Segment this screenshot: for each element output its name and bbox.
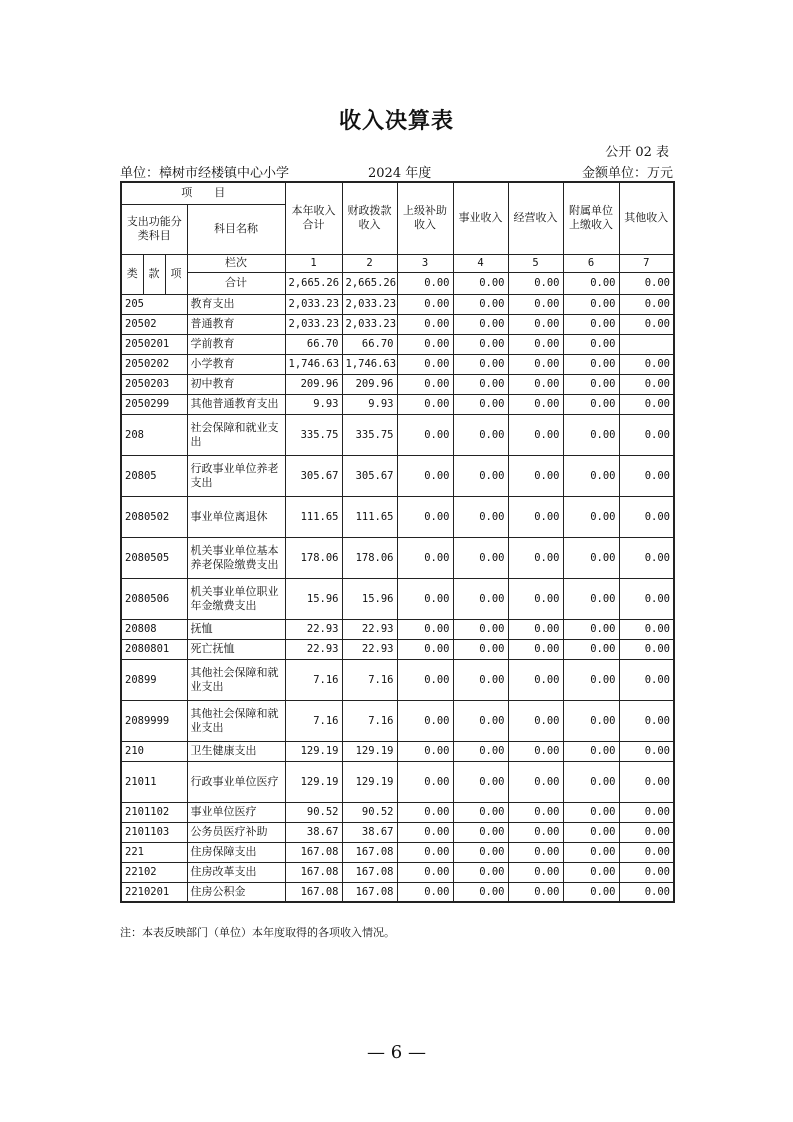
amount-cell: 0.00 — [453, 882, 508, 902]
table-row — [121, 741, 674, 761]
table-row — [121, 639, 674, 659]
amount-cell: 305.67 — [342, 455, 397, 496]
amount-cell: 0.00 — [453, 537, 508, 578]
amount-cell: 0.00 — [508, 496, 563, 537]
amount-cell: 0.00 — [508, 639, 563, 659]
table-row — [121, 314, 674, 334]
col-num-1: 1 — [285, 254, 342, 272]
money-unit: 金额单位：万元 — [581, 166, 673, 181]
header-item: 项 目 — [121, 182, 285, 204]
subject-code: 205 — [121, 294, 187, 314]
amount-cell: 0.00 — [619, 314, 674, 334]
subject-name: 住房改革支出 — [187, 862, 285, 882]
amount-cell: 0.00 — [453, 862, 508, 882]
amount-cell: 0.00 — [508, 862, 563, 882]
header-lei: 类 — [121, 254, 143, 294]
amount-cell: 0.00 — [563, 882, 619, 902]
subject-code: 208 — [121, 414, 187, 455]
amount-cell: 0.00 — [397, 394, 453, 414]
amount-cell: 0.00 — [397, 294, 453, 314]
amount-cell: 0.00 — [508, 822, 563, 842]
subject-code: 2050201 — [121, 334, 187, 354]
subject-name: 教育支出 — [187, 294, 285, 314]
amount-cell: 0.00 — [619, 842, 674, 862]
report-year: 2024 年度 — [368, 166, 432, 181]
subject-code: 21011 — [121, 761, 187, 802]
amount-cell: 0.00 — [453, 294, 508, 314]
table-row — [121, 394, 674, 414]
subject-name: 其他社会保障和就业支出 — [187, 659, 285, 700]
total-cell: 0.00 — [397, 272, 453, 294]
header-xiang: 项 — [165, 254, 187, 294]
amount-cell: 0.00 — [508, 842, 563, 862]
amount-cell: 0.00 — [397, 314, 453, 334]
subject-name: 事业单位医疗 — [187, 802, 285, 822]
income-table — [120, 181, 675, 903]
amount-cell: 129.19 — [285, 741, 342, 761]
header-kuan: 款 — [143, 254, 165, 294]
amount-cell: 0.00 — [563, 294, 619, 314]
amount-cell: 2,033.23 — [285, 314, 342, 334]
amount-cell: 0.00 — [508, 354, 563, 374]
subject-name: 公务员医疗补助 — [187, 822, 285, 842]
total-cell: 0.00 — [619, 272, 674, 294]
amount-cell: 0.00 — [563, 700, 619, 741]
amount-cell: 0.00 — [619, 455, 674, 496]
amount-cell: 0.00 — [397, 619, 453, 639]
subject-code: 20899 — [121, 659, 187, 700]
header-col-5: 经营收入 — [508, 182, 563, 254]
amount-cell: 0.00 — [453, 334, 508, 354]
amount-cell: 0.00 — [619, 578, 674, 619]
amount-cell: 167.08 — [285, 842, 342, 862]
table-row — [121, 354, 674, 374]
header-func-class: 支出功能分类科目 — [121, 204, 187, 254]
amount-cell: 0.00 — [453, 700, 508, 741]
col-num-7: 7 — [619, 254, 674, 272]
header-col-1: 本年收入合计 — [285, 182, 342, 254]
amount-cell: 0.00 — [453, 374, 508, 394]
subject-name: 死亡抚恤 — [187, 639, 285, 659]
table-row — [121, 761, 674, 802]
amount-cell: 15.96 — [342, 578, 397, 619]
subject-name: 普通教育 — [187, 314, 285, 334]
subject-code: 210 — [121, 741, 187, 761]
amount-cell: 0.00 — [453, 314, 508, 334]
amount-cell: 167.08 — [285, 882, 342, 902]
amount-cell: 0.00 — [453, 455, 508, 496]
subject-name: 行政事业单位养老支出 — [187, 455, 285, 496]
amount-cell: 0.00 — [619, 862, 674, 882]
amount-cell: 0.00 — [397, 862, 453, 882]
amount-cell: 0.00 — [619, 659, 674, 700]
amount-cell: 0.00 — [508, 659, 563, 700]
subject-code: 2101102 — [121, 802, 187, 822]
subject-code: 2080801 — [121, 639, 187, 659]
amount-cell: 0.00 — [508, 619, 563, 639]
header-col-3: 上级补助收入 — [397, 182, 453, 254]
subject-name: 卫生健康支出 — [187, 741, 285, 761]
table-row — [121, 700, 674, 741]
subject-code: 2050299 — [121, 394, 187, 414]
amount-cell: 335.75 — [342, 414, 397, 455]
report-meta — [120, 162, 673, 180]
amount-cell: 0.00 — [397, 802, 453, 822]
amount-cell: 0.00 — [397, 842, 453, 862]
amount-cell: 0.00 — [563, 414, 619, 455]
amount-cell: 0.00 — [563, 619, 619, 639]
amount-cell: 0.00 — [397, 496, 453, 537]
header-lanci: 栏次 — [187, 254, 285, 272]
amount-cell: 0.00 — [563, 761, 619, 802]
amount-cell: 0.00 — [563, 537, 619, 578]
amount-cell: 0.00 — [563, 496, 619, 537]
subject-code: 2080502 — [121, 496, 187, 537]
amount-cell: 22.93 — [342, 639, 397, 659]
amount-cell: 0.00 — [453, 578, 508, 619]
amount-cell: 0.00 — [563, 741, 619, 761]
amount-cell: 0.00 — [397, 659, 453, 700]
amount-cell: 0.00 — [453, 822, 508, 842]
table-row — [121, 802, 674, 822]
subject-code: 22102 — [121, 862, 187, 882]
table-row — [121, 496, 674, 537]
amount-cell: 0.00 — [508, 741, 563, 761]
amount-cell: 7.16 — [285, 700, 342, 741]
subject-name: 初中教育 — [187, 374, 285, 394]
unit-name: 单位：樟树市经楼镇中心小学 — [120, 166, 290, 181]
subject-code: 2050203 — [121, 374, 187, 394]
amount-cell: 0.00 — [619, 496, 674, 537]
amount-cell: 0.00 — [453, 414, 508, 455]
total-cell: 0.00 — [508, 272, 563, 294]
table-row — [121, 842, 674, 862]
col-num-2: 2 — [342, 254, 397, 272]
amount-cell: 0.00 — [508, 537, 563, 578]
subject-name: 住房保障支出 — [187, 842, 285, 862]
subject-name: 抚恤 — [187, 619, 285, 639]
amount-cell: 0.00 — [453, 842, 508, 862]
amount-cell: 0.00 — [619, 354, 674, 374]
amount-cell: 0.00 — [453, 639, 508, 659]
subject-code: 2089999 — [121, 700, 187, 741]
amount-cell: 0.00 — [619, 761, 674, 802]
form-number: 公开 02 表 — [605, 145, 669, 160]
subject-name: 住房公积金 — [187, 882, 285, 902]
amount-cell: 0.00 — [508, 761, 563, 802]
amount-cell: 129.19 — [342, 761, 397, 802]
amount-cell: 15.96 — [285, 578, 342, 619]
table-row — [121, 882, 674, 902]
amount-cell: 0.00 — [453, 761, 508, 802]
amount-cell: 0.00 — [397, 700, 453, 741]
amount-cell: 167.08 — [285, 862, 342, 882]
table-row — [121, 659, 674, 700]
amount-cell: 178.06 — [342, 537, 397, 578]
amount-cell: 0.00 — [397, 455, 453, 496]
amount-cell: 0.00 — [397, 578, 453, 619]
amount-cell: 0.00 — [563, 639, 619, 659]
header-subject-name: 科目名称 — [187, 204, 285, 254]
amount-cell: 167.08 — [342, 882, 397, 902]
amount-cell: 0.00 — [453, 741, 508, 761]
amount-cell: 0.00 — [508, 882, 563, 902]
amount-cell: 0.00 — [397, 334, 453, 354]
page-number: — 6 — — [367, 1042, 426, 1063]
amount-cell: 209.96 — [342, 374, 397, 394]
table-row — [121, 414, 674, 455]
amount-cell: 66.70 — [285, 334, 342, 354]
amount-cell: 111.65 — [285, 496, 342, 537]
amount-cell: 209.96 — [285, 374, 342, 394]
amount-cell: 1,746.63 — [342, 354, 397, 374]
subject-name: 小学教育 — [187, 354, 285, 374]
amount-cell: 0.00 — [619, 294, 674, 314]
subject-code: 2080506 — [121, 578, 187, 619]
subject-code: 20502 — [121, 314, 187, 334]
amount-cell: 0.00 — [619, 639, 674, 659]
amount-cell: 0.00 — [508, 802, 563, 822]
amount-cell: 0.00 — [563, 314, 619, 334]
subject-name: 学前教育 — [187, 334, 285, 354]
amount-cell: 0.00 — [563, 578, 619, 619]
amount-cell: 0.00 — [619, 537, 674, 578]
subject-code: 2210201 — [121, 882, 187, 902]
amount-cell: 0.00 — [397, 537, 453, 578]
amount-cell: 0.00 — [397, 822, 453, 842]
amount-cell: 0.00 — [563, 802, 619, 822]
total-cell: 2,665.26 — [342, 272, 397, 294]
amount-cell: 129.19 — [342, 741, 397, 761]
amount-cell: 1,746.63 — [285, 354, 342, 374]
page-title: 收入决算表 — [338, 108, 454, 134]
amount-cell: 7.16 — [342, 700, 397, 741]
amount-cell: 9.93 — [342, 394, 397, 414]
amount-cell: 0.00 — [508, 455, 563, 496]
subject-code: 2080505 — [121, 537, 187, 578]
amount-cell: 0.00 — [619, 700, 674, 741]
amount-cell: 0.00 — [563, 334, 619, 354]
amount-cell: 129.19 — [285, 761, 342, 802]
amount-cell: 0.00 — [397, 374, 453, 394]
subject-name: 其他社会保障和就业支出 — [187, 700, 285, 741]
amount-cell: 335.75 — [285, 414, 342, 455]
amount-cell: 0.00 — [508, 578, 563, 619]
amount-cell: 0.00 — [508, 334, 563, 354]
amount-cell: 0.00 — [563, 354, 619, 374]
table-row — [121, 537, 674, 578]
amount-cell: 0.00 — [563, 842, 619, 862]
subject-name: 行政事业单位医疗 — [187, 761, 285, 802]
amount-cell: 0.00 — [563, 394, 619, 414]
amount-cell: 0.00 — [508, 314, 563, 334]
subject-name: 社会保障和就业支出 — [187, 414, 285, 455]
amount-cell: 0.00 — [619, 741, 674, 761]
amount-cell: 0.00 — [619, 802, 674, 822]
total-cell: 0.00 — [563, 272, 619, 294]
amount-cell: 0.00 — [619, 882, 674, 902]
amount-cell: 0.00 — [453, 394, 508, 414]
amount-cell: 0.00 — [508, 394, 563, 414]
amount-cell: 7.16 — [342, 659, 397, 700]
header-col-4: 事业收入 — [453, 182, 508, 254]
subject-name: 事业单位离退休 — [187, 496, 285, 537]
amount-cell: 0.00 — [453, 802, 508, 822]
header-col-2: 财政拨款收入 — [342, 182, 397, 254]
amount-cell: 9.93 — [285, 394, 342, 414]
table-row — [121, 455, 674, 496]
amount-cell: 0.00 — [397, 761, 453, 802]
amount-cell: 0.00 — [453, 619, 508, 639]
table-row — [121, 822, 674, 842]
subject-name: 机关事业单位职业年金缴费支出 — [187, 578, 285, 619]
total-label: 合计 — [187, 272, 285, 294]
subject-code: 20808 — [121, 619, 187, 639]
amount-cell: 167.08 — [342, 842, 397, 862]
amount-cell: 0.00 — [508, 414, 563, 455]
subject-code: 221 — [121, 842, 187, 862]
amount-cell: 0.00 — [508, 700, 563, 741]
subject-name: 机关事业单位基本养老保险缴费支出 — [187, 537, 285, 578]
table-row — [121, 862, 674, 882]
amount-cell: 0.00 — [563, 455, 619, 496]
col-num-5: 5 — [508, 254, 563, 272]
amount-cell: 2,033.23 — [342, 294, 397, 314]
amount-cell: 0.00 — [619, 394, 674, 414]
amount-cell: 2,033.23 — [342, 314, 397, 334]
amount-cell: 0.00 — [508, 374, 563, 394]
amount-cell: 38.67 — [285, 822, 342, 842]
amount-cell: 2,033.23 — [285, 294, 342, 314]
amount-cell: 0.00 — [397, 882, 453, 902]
amount-cell: 0.00 — [563, 822, 619, 842]
table-row — [121, 334, 674, 354]
amount-cell: 90.52 — [342, 802, 397, 822]
amount-cell: 38.67 — [342, 822, 397, 842]
amount-cell: 178.06 — [285, 537, 342, 578]
amount-cell: 0.00 — [619, 619, 674, 639]
amount-cell: 22.93 — [342, 619, 397, 639]
amount-cell: 22.93 — [285, 639, 342, 659]
col-num-4: 4 — [453, 254, 508, 272]
amount-cell: 0.00 — [508, 294, 563, 314]
amount-cell: 0.00 — [397, 354, 453, 374]
amount-cell: 90.52 — [285, 802, 342, 822]
header-col-7: 其他收入 — [619, 182, 674, 254]
subject-name: 其他普通教育支出 — [187, 394, 285, 414]
amount-cell: 0.00 — [397, 639, 453, 659]
table-row — [121, 294, 674, 314]
col-num-3: 3 — [397, 254, 453, 272]
subject-code: 2050202 — [121, 354, 187, 374]
amount-cell: 22.93 — [285, 619, 342, 639]
col-num-6: 6 — [563, 254, 619, 272]
amount-cell: 0.00 — [563, 862, 619, 882]
amount-cell: 305.67 — [285, 455, 342, 496]
amount-cell: 0.00 — [397, 414, 453, 455]
amount-cell: 0.00 — [563, 374, 619, 394]
total-cell: 0.00 — [453, 272, 508, 294]
amount-cell: 167.08 — [342, 862, 397, 882]
footnote: 注：本表反映部门（单位）本年度取得的各项收入情况。 — [120, 926, 395, 939]
amount-cell: 0.00 — [619, 822, 674, 842]
header-col-6: 附属单位上缴收入 — [563, 182, 619, 254]
amount-cell — [619, 334, 674, 354]
amount-cell: 0.00 — [563, 659, 619, 700]
subject-code: 20805 — [121, 455, 187, 496]
total-cell: 2,665.26 — [285, 272, 342, 294]
amount-cell: 0.00 — [453, 496, 508, 537]
amount-cell: 0.00 — [619, 374, 674, 394]
table-row — [121, 578, 674, 619]
amount-cell: 0.00 — [453, 354, 508, 374]
amount-cell: 111.65 — [342, 496, 397, 537]
table-row — [121, 619, 674, 639]
amount-cell: 66.70 — [342, 334, 397, 354]
amount-cell: 0.00 — [397, 741, 453, 761]
amount-cell: 7.16 — [285, 659, 342, 700]
table-row — [121, 374, 674, 394]
amount-cell: 0.00 — [453, 659, 508, 700]
subject-code: 2101103 — [121, 822, 187, 842]
amount-cell: 0.00 — [619, 414, 674, 455]
